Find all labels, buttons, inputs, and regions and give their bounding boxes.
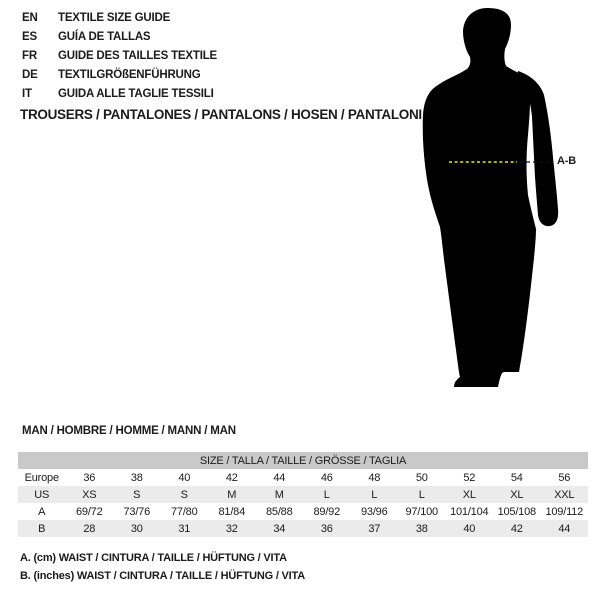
language-code: IT (22, 87, 32, 100)
language-row (22, 27, 217, 46)
table-cell: 109/112 (545, 505, 584, 518)
table-cell: 40 (446, 520, 494, 537)
table-row-label: A (38, 505, 46, 518)
table-cell: XS (66, 486, 114, 503)
table-cell: 69/72 (75, 505, 103, 518)
table-cell: 105/108 (497, 505, 536, 518)
table-cell: 40 (178, 471, 191, 484)
table-cell: 28 (66, 520, 114, 537)
table-cell: 85/88 (265, 505, 293, 518)
table-cell: S (161, 486, 209, 503)
table-row-label: US (18, 486, 66, 503)
language-code: ES (22, 30, 37, 43)
footnote: B. (inches) WAIST / CINTURA / TAILLE / HÜFTUNG / VITA (20, 569, 305, 582)
table-cell: 81/84 (218, 505, 246, 518)
table-cell: L (351, 486, 399, 503)
size-table (18, 452, 588, 537)
table-cell: 50 (415, 471, 428, 484)
footnotes (20, 552, 305, 587)
table-cell: 38 (130, 471, 143, 484)
table-cell: 31 (161, 520, 209, 537)
language-row (22, 65, 217, 84)
table-cell: 48 (368, 471, 381, 484)
language-code: EN (22, 11, 38, 24)
table-cell: 42 (225, 471, 238, 484)
language-code: DE (22, 68, 38, 81)
table-cell: XXL (541, 486, 589, 503)
table-cell: M (256, 486, 304, 503)
language-label: TEXTILE SIZE GUIDE (58, 11, 171, 24)
language-row (22, 46, 217, 65)
language-label: GUIDE DES TAILLES TEXTILE (58, 49, 217, 62)
table-cell: 44 (273, 471, 286, 484)
language-label: GUIDA ALLE TAGLIE TESSILI (58, 87, 214, 100)
table-cell: 97/100 (405, 505, 438, 518)
table-cell: L (398, 486, 446, 503)
language-list (22, 8, 217, 103)
table-cell: 89/92 (313, 505, 341, 518)
size-table-body (18, 469, 588, 537)
table-row (18, 486, 588, 503)
section-label-man: MAN / HOMBRE / HOMME / MANN / MAN (22, 425, 236, 437)
man-silhouette-icon (423, 8, 558, 387)
language-code: FR (22, 49, 37, 62)
table-cell: S (113, 486, 161, 503)
table-header-row (18, 452, 588, 469)
waist-measure-label: A-B (557, 155, 576, 167)
table-cell: 44 (541, 520, 589, 537)
table-cell: 36 (83, 471, 96, 484)
language-row (22, 8, 217, 27)
man-silhouette-figure (418, 5, 568, 395)
table-cell: 34 (256, 520, 304, 537)
table-row (18, 520, 588, 537)
language-label: GUÍA DE TALLAS (58, 30, 151, 43)
language-row (22, 84, 217, 103)
table-cell: XL (493, 486, 541, 503)
table-cell: XL (446, 486, 494, 503)
table-cell: 36 (303, 520, 351, 537)
table-cell: 54 (510, 471, 523, 484)
table-cell: 93/96 (360, 505, 388, 518)
footnote: A. (cm) WAIST / CINTURA / TAILLE / HÜFTUNG / VITA (20, 552, 287, 564)
table-header-title: SIZE / TALLA / TAILLE / GRÖSSE / TAGLIA (18, 452, 588, 469)
table-row-label: Europe (24, 471, 59, 484)
table-cell: M (208, 486, 256, 503)
table-cell: 38 (398, 520, 446, 537)
table-cell: 101/104 (450, 505, 489, 518)
table-cell: 30 (113, 520, 161, 537)
table-cell: 77/80 (170, 505, 198, 518)
table-cell: 73/76 (123, 505, 151, 518)
table-row (18, 469, 588, 486)
table-row-label: B (18, 520, 66, 537)
table-cell: 46 (320, 471, 333, 484)
table-row (18, 503, 588, 520)
table-cell: 42 (493, 520, 541, 537)
table-cell: 52 (463, 471, 476, 484)
category-title: TROUSERS / PANTALONES / PANTALONS / HOSEN / PANTALONI (20, 107, 422, 122)
table-cell: 37 (351, 520, 399, 537)
language-label: TEXTILGRÖßENFÜHRUNG (58, 68, 201, 81)
table-cell: 56 (558, 471, 571, 484)
table-cell: 32 (208, 520, 256, 537)
table-cell: L (303, 486, 351, 503)
